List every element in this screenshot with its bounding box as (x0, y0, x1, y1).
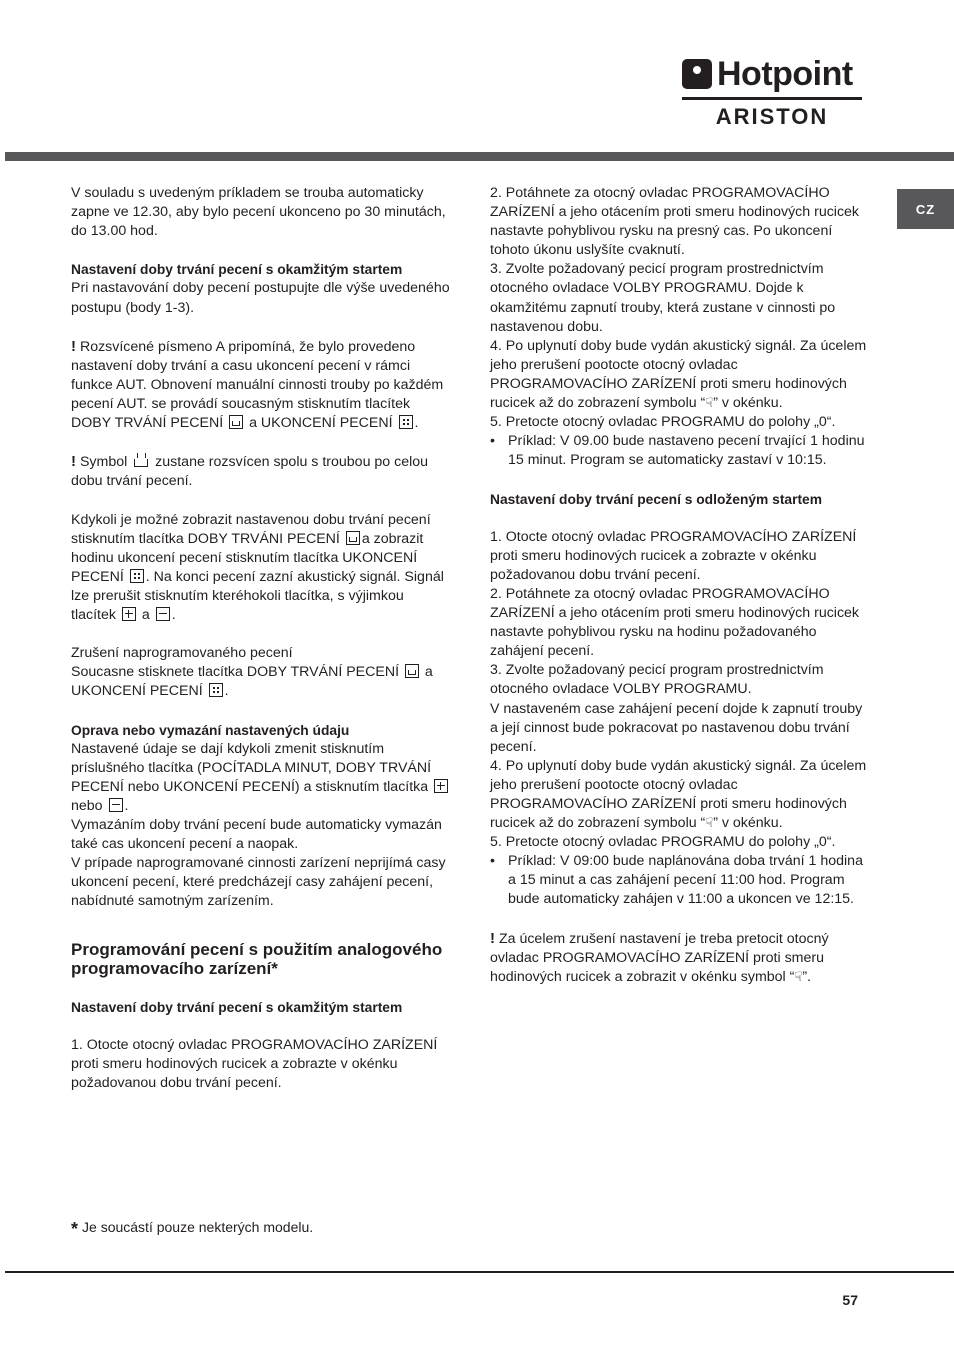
subheading: Nastavení doby trvání pecení s okamžitým startem (71, 262, 403, 278)
paragraph: 1. Otocte otocný ovladac PROGRAMOVACÍHO ZARÍZENÍ proti smeru hodinových rucicek a zobrazte v okénku požadovanou dobu trvání pecení. (71, 1036, 438, 1092)
paragraph: V prípade naprogramované cinnosti zarízení neprijímá casy ukoncení pecení, které predcházejí casy zahájení pecení, nabídnuté samotným zarízením. (71, 855, 446, 910)
paragraph: Pri nastavování doby pecení postupujte dle výše uvedeného postupu (body 1-3). (71, 280, 450, 316)
hand-icon: ☟ (705, 815, 714, 831)
brand-subname: ARISTON (715, 104, 829, 129)
paragraph: Kdykoli je možné zobrazit nastavenou dobu trvání pecení stisknutím tlacítka DOBY TRVÁNI PECENÍ a zobrazit hodinu ukoncení pecení stisknutím tlacítka UKONCENÍ PECENÍ . Na konci pecení zazní akustický signál. Signál lze prerušit stisknutím kteréhokoli tlacítka, s výjimkou tlacítek a . (71, 511, 444, 624)
duration-button-icon (405, 664, 419, 678)
header-bar (5, 152, 954, 161)
minus-button-icon (156, 607, 170, 621)
section-heading: Programování pecení s použitím analogového programovacího zarízení* (71, 939, 443, 979)
brand-name: Hotpoint (717, 55, 853, 93)
minus-button-icon (109, 798, 123, 812)
paragraph: Soucasne stisknete tlacítka DOBY TRVÁNÍ PECENÍ a UKONCENÍ PECENÍ . (71, 664, 433, 700)
paragraph: 2. Potáhnete za otocný ovladac PROGRAMOVACÍHO ZARÍZENÍ a jeho otácením proti smeru hodinových rucicek nastavte pohyblivou rysku na hodinu požadovaného zahájení pecení. (490, 585, 860, 660)
hand-icon: ☟ (794, 968, 803, 984)
language-tab: CZ (897, 189, 954, 229)
plus-button-icon (122, 607, 136, 621)
note-paragraph: ! Za úcelem zrušení nastavení je treba pretocit otocný ovladac PROGRAMOVACÍHO ZARÍZENÍ proti smeru hodinových rucicek a zobrazit v okénku symbol “☟”. (490, 929, 829, 985)
exclamation-icon: ! (71, 453, 76, 471)
end-time-button-icon (130, 569, 144, 583)
exclamation-icon: ! (490, 929, 495, 947)
subheading: Nastavení doby trvání pecení s okamžitým startem (71, 999, 403, 1015)
paragraph: V nastaveném case zahájení pecení dojde k zapnutí trouby a její cinnost bude pokracovat po nastavenou dobu trvání pecení. (490, 700, 863, 755)
list-item: • Príklad: V 09:00 bude naplánována doba trvání 1 hodina a 15 minut a cas zahájení pecení 11:00 hod. Program bude automaticky zahájen v 11:00 a ukoncen ve 12:15. (490, 852, 868, 909)
footnote: * Je soucástí pouze nekterých modelu. (71, 1219, 314, 1239)
paragraph: 4. Po uplynutí doby bude vydán akustický signál. Za úcelem jeho prerušení pootocte otocný ovladac PROGRAMOVACÍHO ZARÍZENÍ proti smeru hodinových rucicek až do zobrazení symbolu “☟” v okénku. (490, 757, 867, 832)
paragraph: 5. Pretocte otocný ovladac PROGRAMU do polohy „0“. (490, 834, 836, 851)
duration-button-icon (229, 415, 243, 429)
bullet-icon: • (490, 433, 495, 450)
paragraph: 2. Potáhnete za otocný ovladac PROGRAMOVACÍHO ZARÍZENÍ a jeho otácením proti smeru hodinových rucicek nastavte pohyblivou rysku na presný cas. Po ukoncení tohoto úkonu uslyšíte cvaknutí. (490, 185, 860, 259)
paragraph: Zrušení naprogramovaného pecení (71, 645, 293, 662)
paragraph: V souladu s uvedeným príkladem se trouba automaticky zapne ve 12.30, aby bylo pecení ukonceno po 30 minutách, do 13.00 hod. (71, 185, 446, 240)
footer-rule (5, 1271, 954, 1273)
logo-rule (682, 97, 862, 100)
cooking-pot-icon (133, 453, 149, 467)
hotpoint-logo-icon (682, 59, 712, 89)
plus-button-icon (434, 779, 448, 793)
subheading: Nastavení doby trvání pecení s odloženým startem (490, 491, 822, 507)
duration-button-icon (346, 531, 360, 545)
paragraph: 4. Po uplynutí doby bude vydán akustický signál. Za úcelem jeho prerušení pootocte otocný ovladac PROGRAMOVACÍHO ZARÍZENÍ proti smeru hodinových rucicek až do zobrazení symbolu “☟” v okénku. (490, 337, 867, 412)
list-item: • Príklad: V 09.00 bude nastaveno pecení trvající 1 hodinu 15 minut. Program se automaticky zastaví v 10:15. (490, 432, 868, 470)
end-time-button-icon (209, 683, 223, 697)
paragraph: 5. Pretocte otocný ovladac PROGRAMU do polohy „0“. (490, 414, 836, 431)
paragraph: 3. Zvolte požadovaný pecicí program prostrednictvím otocného ovladace VOLBY PROGRAMU. (490, 662, 824, 698)
subheading: Oprava nebo vymazání nastavených údaju (71, 722, 350, 738)
brand-logo (682, 56, 864, 130)
note-paragraph: ! Symbol zustane rozsvícen spolu s troubou po celou dobu trvání pecení. (71, 453, 429, 490)
end-time-button-icon (399, 415, 413, 429)
paragraph: 1. Otocte otocný ovladac PROGRAMOVACÍHO ZARÍZENÍ proti smeru hodinových rucicek a zobrazte v okénku požadovanou dobu trvání pecení. (490, 528, 857, 583)
page-number: 57 (842, 1292, 858, 1308)
paragraph: Nastavené údaje se dají kdykoli zmenit stisknutím príslušného tlacítka (POCÍTADLA MINUT, DOBY TRVÁNÍ PECENÍ nebo UKONCENÍ PECENÍ) a stisknutím tlacítka nebo . (71, 740, 451, 816)
bullet-icon: • (490, 853, 495, 870)
right-column (490, 184, 868, 987)
exclamation-icon: ! (71, 337, 76, 355)
asterisk-icon: * (71, 1219, 79, 1239)
left-column (71, 184, 451, 1093)
paragraph: Vymazáním doby trvání pecení bude automaticky vymazán také cas ukoncení pecení a naopak. (71, 817, 442, 853)
paragraph: 3. Zvolte požadovaný pecicí program prostrednictvím otocného ovladace VOLBY PROGRAMU. Dojde k okamžitému zapnutí trouby, která zustane v cinnosti po nastavenou dobu. (490, 261, 836, 335)
note-paragraph: ! Rozsvícené písmeno A pripomíná, že bylo provedeno nastavení doby trvání a casu ukoncení pecení v rámci funkce AUT. Obnovení manuální cinnosti trouby po každém pecení AUT. se provádí soucasným stisknutím tlacítek DOBY TRVÁNÍ PECENÍ a UKONCENÍ PECENÍ . (71, 337, 444, 432)
hand-icon: ☟ (705, 395, 714, 411)
